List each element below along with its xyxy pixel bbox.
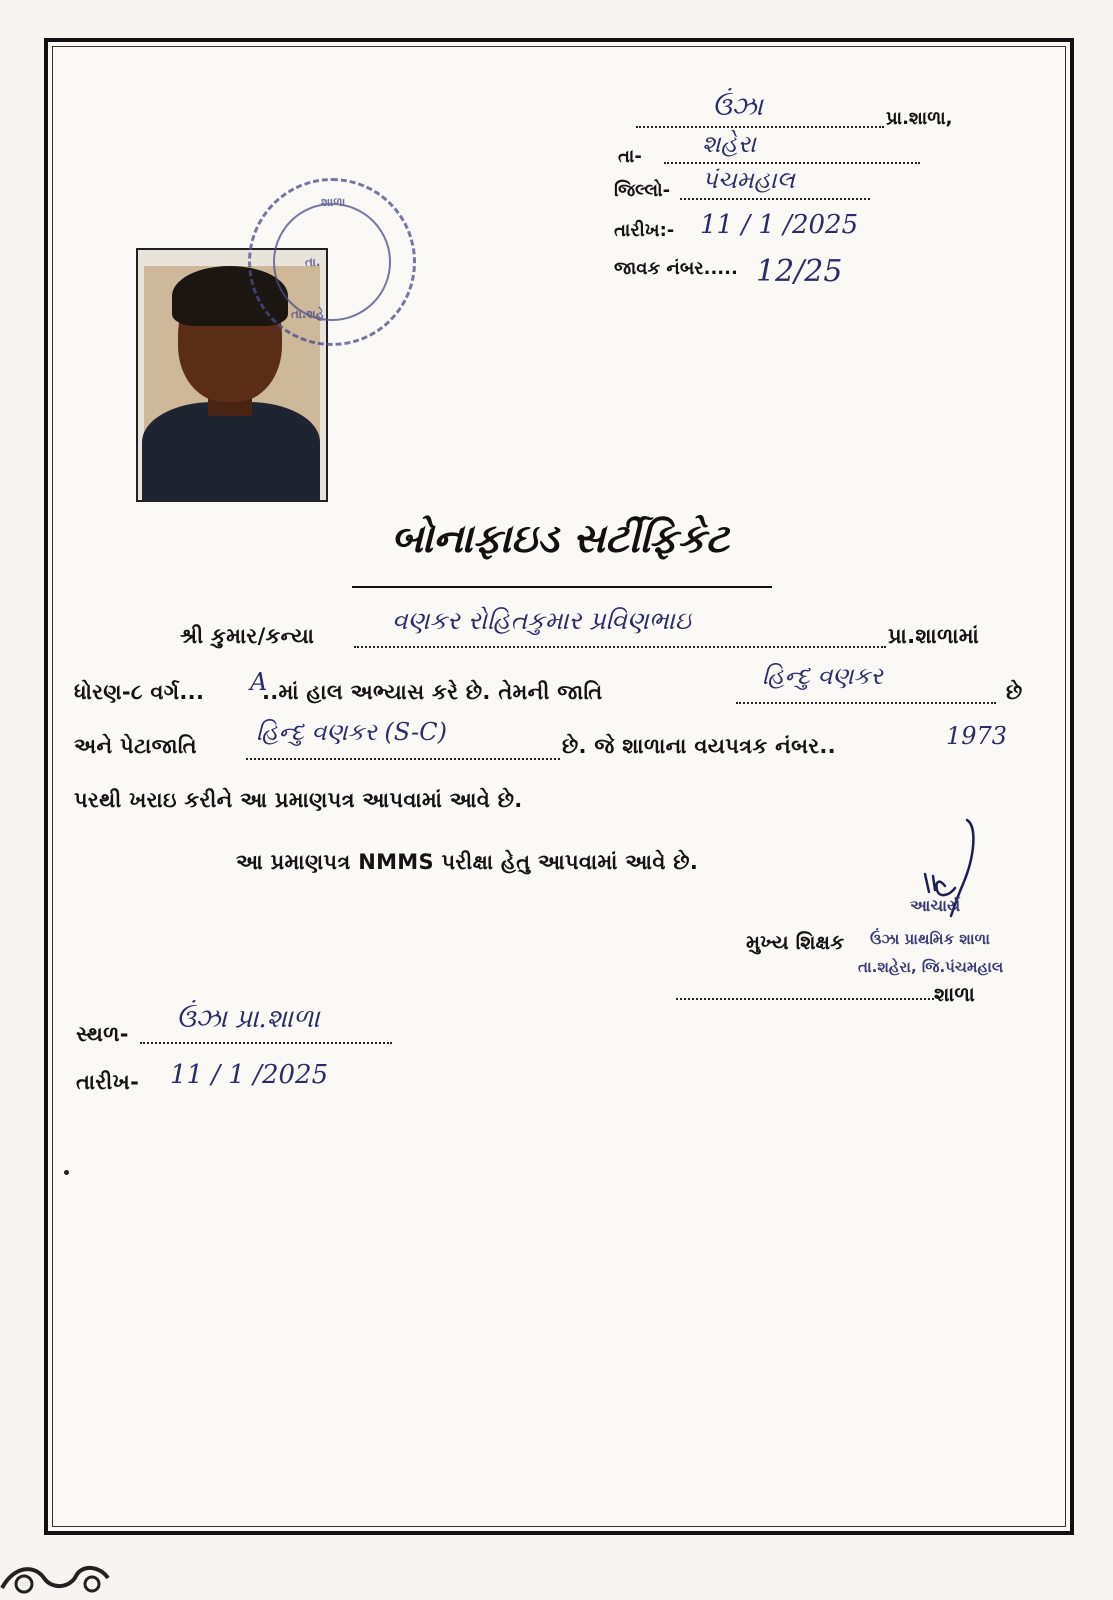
stamp-text-mid: તા. xyxy=(305,255,321,269)
school-name-handwritten: ઉંઝા xyxy=(712,92,763,122)
body-line2-mid: ..માં હાલ અભ્યાસ કરે છે. તેમની જાતિ xyxy=(262,680,603,704)
title-underline xyxy=(352,586,772,588)
stamp-text-top: શાળા xyxy=(321,195,346,209)
place-dotted-line xyxy=(140,1042,392,1044)
school-label: પ્રા.શાળા, xyxy=(886,108,953,129)
name-dotted-line xyxy=(354,646,886,648)
ink-dot xyxy=(64,1170,69,1175)
body-line2-prefix: ધોરણ-૮ વર્ગ... xyxy=(74,680,205,704)
date-label: તારીખ:- xyxy=(614,220,675,241)
stamp-school-name: ઉંઝા પ્રાથમિક શાળા xyxy=(870,930,990,948)
stamp-school-address: તા.શહેરા, જિ.પંચમહાલ xyxy=(858,958,1004,976)
taluka-dotted-line xyxy=(664,162,920,164)
caste-handwritten: હિન્દુ વણકર xyxy=(762,662,883,690)
stamp-principal-title: આચાર્ય xyxy=(910,896,961,915)
body-line1-suffix: પ્રા.શાળામાં xyxy=(888,624,980,648)
stamp-text-bottom: તા.શહે xyxy=(291,307,325,321)
body-line3-prefix: અને પેટાજાતિ xyxy=(74,734,197,758)
district-handwritten: પંચમહાલ xyxy=(702,166,795,194)
school-dotted-line xyxy=(636,126,884,128)
decorative-flourish xyxy=(0,1548,120,1600)
certificate-title: બોનાફાઇડ સર્ટીફિકેટ xyxy=(391,516,729,562)
head-teacher-label: મુખ્ય શિક્ષક xyxy=(746,930,845,954)
class-division-handwritten: A xyxy=(250,668,268,696)
footer-date-handwritten: 11 / 1 /2025 xyxy=(170,1060,329,1090)
student-name-handwritten: વણકર રોહિતકુમાર પ્રવિણભાઇ xyxy=(392,606,691,635)
district-label: જિલ્લો- xyxy=(614,180,671,201)
subcaste-dotted-line xyxy=(246,758,560,760)
taluka-handwritten: શહેરા xyxy=(702,130,756,158)
place-handwritten: ઉંઝા પ્રા.શાળા xyxy=(176,1004,320,1034)
school-seal-stamp xyxy=(248,178,416,346)
place-label: સ્થળ- xyxy=(76,1022,129,1046)
body-line2-suffix: છે xyxy=(1006,680,1023,704)
outward-number-label: જાવક નંબર..... xyxy=(614,258,738,279)
school-sign-dotted-line xyxy=(676,998,934,1000)
body-line5-purpose: આ પ્રમાણપત્ર NMMS પરીક્ષા હેતુ આપવામાં આવે છે. xyxy=(236,850,699,874)
body-line1-prefix: શ્રી કુમાર/કન્યા xyxy=(180,624,315,648)
subcaste-handwritten: હિન્દુ વણકર (S-C) xyxy=(256,718,447,746)
date-handwritten: 11 / 1 /2025 xyxy=(700,210,859,240)
footer-date-label: તારીખ- xyxy=(76,1070,140,1094)
caste-dotted-line xyxy=(736,702,996,704)
body-line3-mid: છે. જે શાળાના વયપત્રક નંબર.. xyxy=(562,734,836,758)
district-dotted-line xyxy=(680,198,870,200)
register-number-handwritten: 1973 xyxy=(946,722,1008,750)
school-sign-label: શાળા xyxy=(934,982,975,1006)
taluka-label: તા- xyxy=(618,146,642,167)
outward-number-handwritten: 12/25 xyxy=(756,254,843,289)
body-line4: પરથી ખરાઇ કરીને આ પ્રમાણપત્ર આપવામાં આવે છે. xyxy=(74,788,523,812)
